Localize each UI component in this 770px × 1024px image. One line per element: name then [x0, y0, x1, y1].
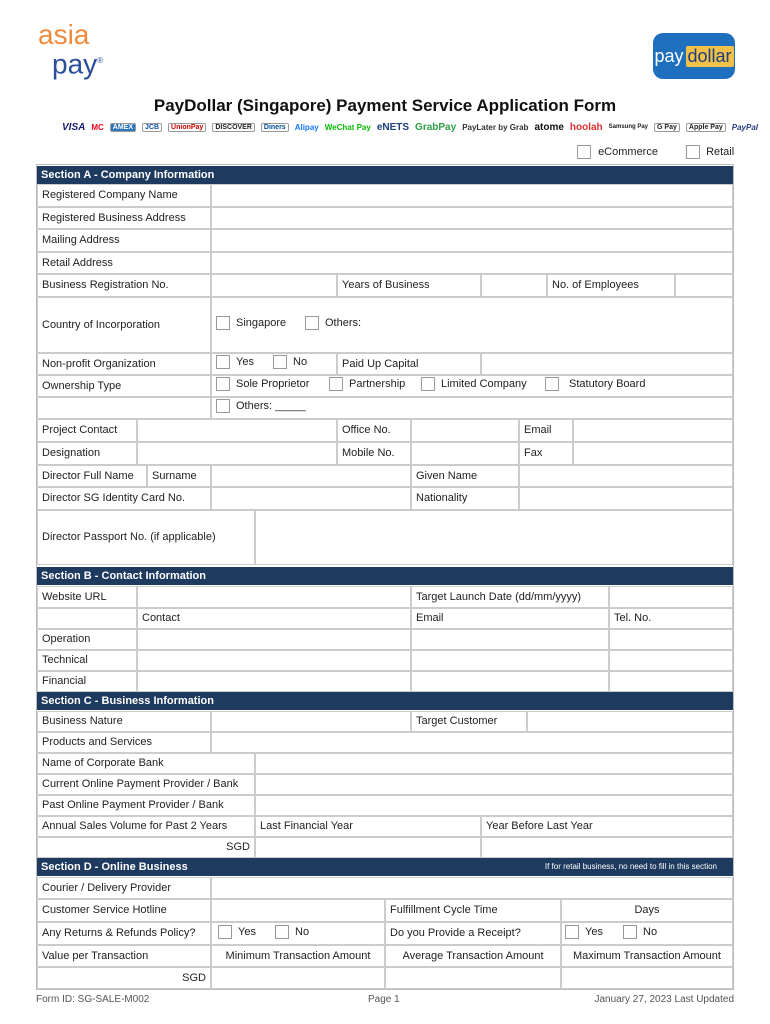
ownership-others-checkbox[interactable] — [216, 399, 230, 413]
given-name-input[interactable] — [519, 465, 733, 487]
brand-logo: Diners — [261, 123, 289, 132]
operation-tel-input[interactable] — [609, 629, 733, 650]
returns-yes-checkbox[interactable] — [218, 925, 232, 939]
asiapay-logo: asia pay® — [38, 19, 104, 80]
non-profit-no-option[interactable] — [273, 355, 307, 369]
products-services-input[interactable] — [211, 732, 733, 753]
current-provider-input[interactable] — [255, 774, 733, 795]
courier-label: Courier / Delivery Provider — [37, 877, 211, 899]
page-title: PayDollar (Singapore) Payment Service Application Form — [153, 96, 617, 115]
given-name-label: Given Name — [411, 465, 519, 487]
registered-company-name-input[interactable] — [211, 184, 733, 207]
paydollar-logo-b: dollar — [687, 45, 732, 66]
brand-logo: atome — [534, 121, 564, 133]
contact-header: Contact — [137, 608, 411, 629]
brand-logo: Apple Pay — [686, 123, 726, 132]
partnership-label: Partnership — [349, 378, 406, 390]
country-others-label: Others: — [325, 317, 362, 329]
page-number: Page 1 — [368, 994, 400, 1005]
financial-contact-input[interactable] — [137, 671, 411, 692]
no-of-employees-label: No. of Employees — [547, 274, 675, 297]
brand-logo: PayLater by Grab — [462, 122, 529, 132]
project-contact-label: Project Contact — [37, 419, 137, 442]
application-form — [36, 164, 734, 990]
non-profit-yes-label: Yes — [236, 356, 254, 368]
paid-up-capital-label: Paid Up Capital — [337, 353, 481, 375]
country-incorporation-label: Country of Incorporation — [37, 297, 211, 353]
surname-input[interactable] — [211, 465, 411, 487]
business-reg-label: Business Registration No. — [37, 274, 211, 297]
target-customer-label: Target Customer — [411, 711, 527, 732]
target-launch-label: Target Launch Date (dd/mm/yyyy) — [411, 586, 609, 608]
section-d-title: Section D - Online Business — [41, 861, 188, 873]
financial-label: Financial — [37, 671, 137, 692]
website-url-input[interactable] — [137, 586, 411, 608]
retail-option[interactable] — [686, 145, 734, 159]
year-before-last-input[interactable] — [481, 837, 733, 858]
ownership-others-label: Others: _____ — [236, 400, 306, 412]
ecommerce-label: eCommerce — [598, 145, 658, 158]
partnership-option[interactable] — [329, 377, 405, 391]
last-financial-year-label: Last Financial Year — [255, 816, 481, 837]
director-sg-id-input[interactable] — [211, 487, 411, 510]
financial-tel-input[interactable] — [609, 671, 733, 692]
operation-email-input[interactable] — [411, 629, 609, 650]
fulfillment-label: Fulfillment Cycle Time — [385, 899, 561, 922]
sole-proprietor-option[interactable] — [216, 377, 309, 391]
brand-logo: eNETS — [376, 121, 410, 133]
target-customer-input[interactable] — [527, 711, 733, 732]
ownership-others-option[interactable] — [216, 399, 306, 413]
partnership-checkbox[interactable] — [329, 377, 343, 391]
mobile-no-input[interactable] — [411, 442, 519, 465]
fax-label: Fax — [519, 442, 573, 465]
logo-pay-text: pay — [52, 48, 98, 80]
registered-company-name-label: Registered Company Name — [37, 184, 211, 207]
paydollar-logo-a: pay — [654, 45, 684, 66]
annual-sales-currency: SGD — [37, 837, 255, 858]
receipt-yes-checkbox[interactable] — [565, 925, 579, 939]
business-nature-label: Business Nature — [37, 711, 211, 732]
receipt-yes-option[interactable] — [565, 925, 603, 939]
logo-asia-text: asia — [38, 19, 90, 50]
singapore-label: Singapore — [236, 317, 287, 329]
txn-currency: SGD — [37, 967, 211, 989]
retail-checkbox[interactable] — [686, 145, 700, 159]
section-b-title: Section B - Contact Information — [41, 570, 206, 582]
singapore-option[interactable] — [216, 316, 286, 330]
section-a-header — [37, 166, 733, 184]
limited-company-label: Limited Company — [441, 378, 527, 390]
designation-label: Designation — [37, 442, 137, 465]
brand-logo: AMEX — [110, 123, 136, 132]
brand-logo: JCB — [142, 123, 162, 132]
country-incorporation-field — [211, 297, 733, 353]
retail-address-label: Retail Address — [37, 252, 211, 274]
last-updated: January 27, 2023 Last Updated — [594, 994, 734, 1005]
corporate-bank-input[interactable] — [255, 753, 733, 774]
ownership-type-label: Ownership Type — [37, 375, 211, 397]
past-provider-label: Past Online Payment Provider / Bank — [37, 795, 255, 816]
brand-logo: hoolah — [569, 121, 603, 133]
office-no-input[interactable] — [411, 419, 519, 442]
business-reg-input[interactable] — [211, 274, 337, 297]
form-id: Form ID: SG-SALE-M002 — [36, 994, 150, 1005]
singapore-checkbox[interactable] — [216, 316, 230, 330]
products-services-label: Products and Services — [37, 732, 211, 753]
country-others-option[interactable] — [305, 316, 361, 330]
fax-input[interactable] — [573, 442, 733, 465]
registered-address-input[interactable] — [211, 207, 733, 229]
operation-label: Operation — [37, 629, 137, 650]
target-launch-input[interactable] — [609, 586, 733, 608]
business-nature-input[interactable] — [211, 711, 411, 732]
operation-contact-input[interactable] — [137, 629, 411, 650]
days-unit: Days — [634, 904, 660, 916]
brand-logo: VISA — [62, 121, 86, 133]
returns-no-label: No — [295, 926, 310, 938]
contact-blank — [37, 608, 137, 629]
technical-label: Technical — [37, 650, 137, 671]
limited-company-option[interactable] — [421, 377, 527, 391]
courier-input[interactable] — [211, 877, 733, 899]
receipt-no-option[interactable] — [623, 925, 657, 939]
paydollar-logo — [653, 33, 735, 79]
current-provider-label: Current Online Payment Provider / Bank — [37, 774, 255, 795]
project-contact-input[interactable] — [137, 419, 337, 442]
returns-policy-label: Any Returns & Refunds Policy? — [37, 922, 211, 945]
director-passport-label: Director Passport No. (if applicable) — [37, 510, 255, 565]
payment-brand-strip — [62, 120, 758, 134]
designation-input[interactable] — [137, 442, 337, 465]
brand-logo: WeChat Pay — [324, 122, 371, 132]
mobile-no-label: Mobile No. — [337, 442, 411, 465]
brand-logo: PayPal — [731, 122, 758, 132]
non-profit-label: Non-profit Organization — [37, 353, 211, 375]
brand-logo: G Pay — [654, 123, 680, 132]
non-profit-yes-checkbox[interactable] — [216, 355, 230, 369]
returns-yes-label: Yes — [238, 926, 256, 938]
ownership-blank-label — [37, 397, 211, 419]
max-txn-input[interactable] — [561, 967, 733, 989]
statutory-board-checkbox[interactable] — [545, 377, 559, 391]
registered-address-label: Registered Business Address — [37, 207, 211, 229]
tel-no-header: Tel. No. — [609, 608, 733, 629]
paid-up-capital-input[interactable] — [481, 353, 733, 375]
mailing-address-input[interactable] — [211, 229, 733, 252]
brand-logo: Samsung Pay — [608, 124, 649, 130]
avg-txn-label: Average Transaction Amount — [385, 945, 561, 967]
year-before-last-label: Year Before Last Year — [481, 816, 733, 837]
section-c-title: Section C - Business Information — [41, 695, 214, 707]
section-c-header — [37, 692, 733, 710]
corporate-bank-label: Name of Corporate Bank — [37, 753, 255, 774]
last-financial-year-input[interactable] — [255, 837, 481, 858]
fulfillment-input[interactable] — [561, 899, 733, 922]
receipt-no-label: No — [643, 926, 658, 938]
past-provider-input[interactable] — [255, 795, 733, 816]
annual-sales-label: Annual Sales Volume for Past 2 Years — [37, 816, 255, 837]
cs-hotline-input[interactable] — [211, 899, 385, 922]
min-txn-label: Minimum Transaction Amount — [211, 945, 385, 967]
director-sg-id-label: Director SG Identity Card No. — [37, 487, 211, 510]
retail-label: Retail — [706, 145, 735, 158]
ecommerce-option[interactable] — [577, 145, 658, 159]
technical-contact-input[interactable] — [137, 650, 411, 671]
receipt-no-checkbox[interactable] — [623, 925, 637, 939]
non-profit-yes-option[interactable] — [216, 355, 254, 369]
nationality-input[interactable] — [519, 487, 733, 510]
min-txn-input[interactable] — [211, 967, 385, 989]
cs-hotline-label: Customer Service Hotline — [37, 899, 211, 922]
financial-email-input[interactable] — [411, 671, 609, 692]
value-per-txn-label: Value per Transaction — [37, 945, 211, 967]
brand-logo: Alipay — [294, 122, 319, 132]
website-url-label: Website URL — [37, 586, 137, 608]
receipt-yes-label: Yes — [585, 926, 603, 938]
years-of-business-input[interactable] — [481, 274, 547, 297]
returns-no-checkbox[interactable] — [275, 925, 289, 939]
statutory-board-option[interactable] — [545, 377, 645, 391]
non-profit-no-checkbox[interactable] — [273, 355, 287, 369]
section-d-note: If for retail business, no need to fill in this section — [544, 862, 717, 871]
returns-yes-option[interactable] — [218, 925, 256, 939]
country-others-checkbox[interactable] — [305, 316, 319, 330]
no-of-employees-input[interactable] — [675, 274, 733, 297]
statutory-board-label: Statutory Board — [569, 378, 646, 390]
max-txn-label: Maximum Transaction Amount — [561, 945, 733, 967]
technical-tel-input[interactable] — [609, 650, 733, 671]
ecommerce-checkbox[interactable] — [577, 145, 591, 159]
technical-email-input[interactable] — [411, 650, 609, 671]
email-input[interactable] — [573, 419, 733, 442]
mailing-address-label: Mailing Address — [37, 229, 211, 252]
years-of-business-label: Years of Business — [337, 274, 481, 297]
non-profit-no-label: No — [293, 356, 308, 368]
brand-logo: UnionPay — [168, 123, 206, 132]
director-passport-input[interactable] — [255, 510, 733, 565]
receipt-label: Do you Provide a Receipt? — [385, 922, 561, 945]
brand-logo: MC — [91, 122, 104, 132]
sole-proprietor-checkbox[interactable] — [216, 377, 230, 391]
email-label: Email — [519, 419, 573, 442]
contact-email-header: Email — [411, 608, 609, 629]
section-a-title: Section A - Company Information — [41, 169, 215, 181]
avg-txn-input[interactable] — [385, 967, 561, 989]
director-full-name-label: Director Full Name — [37, 465, 147, 487]
surname-label: Surname — [147, 465, 211, 487]
brand-logo: GrabPay — [415, 121, 457, 133]
sole-proprietor-label: Sole Proprietor — [236, 378, 310, 390]
nationality-label: Nationality — [411, 487, 519, 510]
section-d-header — [37, 858, 733, 876]
section-b-header — [37, 567, 733, 585]
limited-company-checkbox[interactable] — [421, 377, 435, 391]
brand-logo: DISCOVER — [212, 123, 255, 132]
retail-address-input[interactable] — [211, 252, 733, 274]
office-no-label: Office No. — [337, 419, 411, 442]
returns-no-option[interactable] — [275, 925, 309, 939]
